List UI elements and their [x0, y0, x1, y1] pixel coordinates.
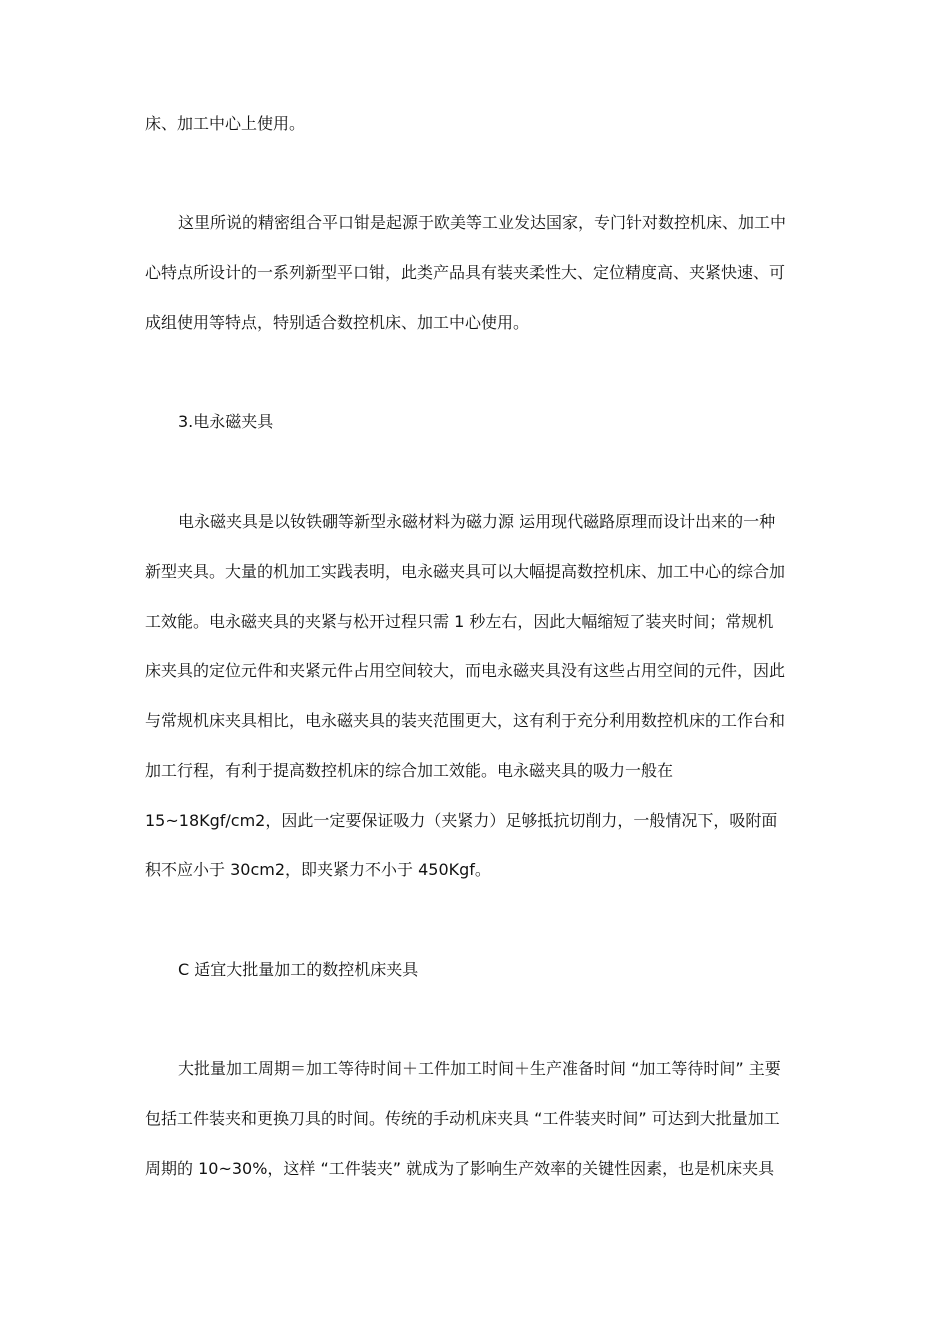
paragraph-line: 积不应小于 30cm2，即夹紧力不小于 450Kgf。 [145, 860, 491, 879]
paragraph-line: 床、加工中心上使用。 [145, 114, 306, 133]
paragraph-line: 周期的 10~30%，这样 “工件装夹” 就成为了影响生产效率的关键性因素，也是机床夹具 [145, 1159, 775, 1178]
paragraph-line: 心特点所设计的一系列新型平口钳，此类产品具有装夹柔性大、定位精度高、夹紧快速、可 [145, 263, 786, 282]
paragraph-line: 成组使用等特点，特别适合数控机床、加工中心使用。 [145, 313, 530, 332]
section-heading: C 适宜大批量加工的数控机床夹具 [178, 960, 419, 979]
paragraph-line: 大批量加工周期＝加工等待时间＋工件加工时间＋生产准备时间 “加工等待时间” 主要 [178, 1059, 781, 1078]
paragraph-line: 新型夹具。大量的机加工实践表明，电永磁夹具可以大幅提高数控机床、加工中心的综合加 [145, 562, 786, 581]
section-heading: 3.电永磁夹具 [178, 412, 274, 431]
paragraph-line: 电永磁夹具是以钕铁硼等新型永磁材料为磁力源 运用现代磁路原理而设计出来的一种 [178, 512, 776, 531]
paragraph-line: 这里所说的精密组合平口钳是起源于欧美等工业发达国家，专门针对数控机床、加工中 [178, 213, 787, 232]
paragraph-line: 床夹具的定位元件和夹紧元件占用空间较大，而电永磁夹具没有这些占用空间的元件，因此 [145, 661, 786, 680]
paragraph-line: 包括工件装夹和更换刀具的时间。传统的手动机床夹具 “工件装夹时间” 可达到大批量加工 [145, 1109, 780, 1128]
paragraph-line: 与常规机床夹具相比，电永磁夹具的装夹范围更大，这有利于充分利用数控机床的工作台和 [145, 711, 786, 730]
paragraph-line: 加工行程，有利于提高数控机床的综合加工效能。电永磁夹具的吸力一般在 [145, 761, 674, 780]
paragraph-line: 工效能。电永磁夹具的夹紧与松开过程只需 1 秒左右，因此大幅缩短了装夹时间；常规机 [145, 612, 774, 631]
paragraph-line: 15~18Kgf/cm2，因此一定要保证吸力（夹紧力）足够抵抗切削力，一般情况下，吸附面 [145, 811, 778, 830]
